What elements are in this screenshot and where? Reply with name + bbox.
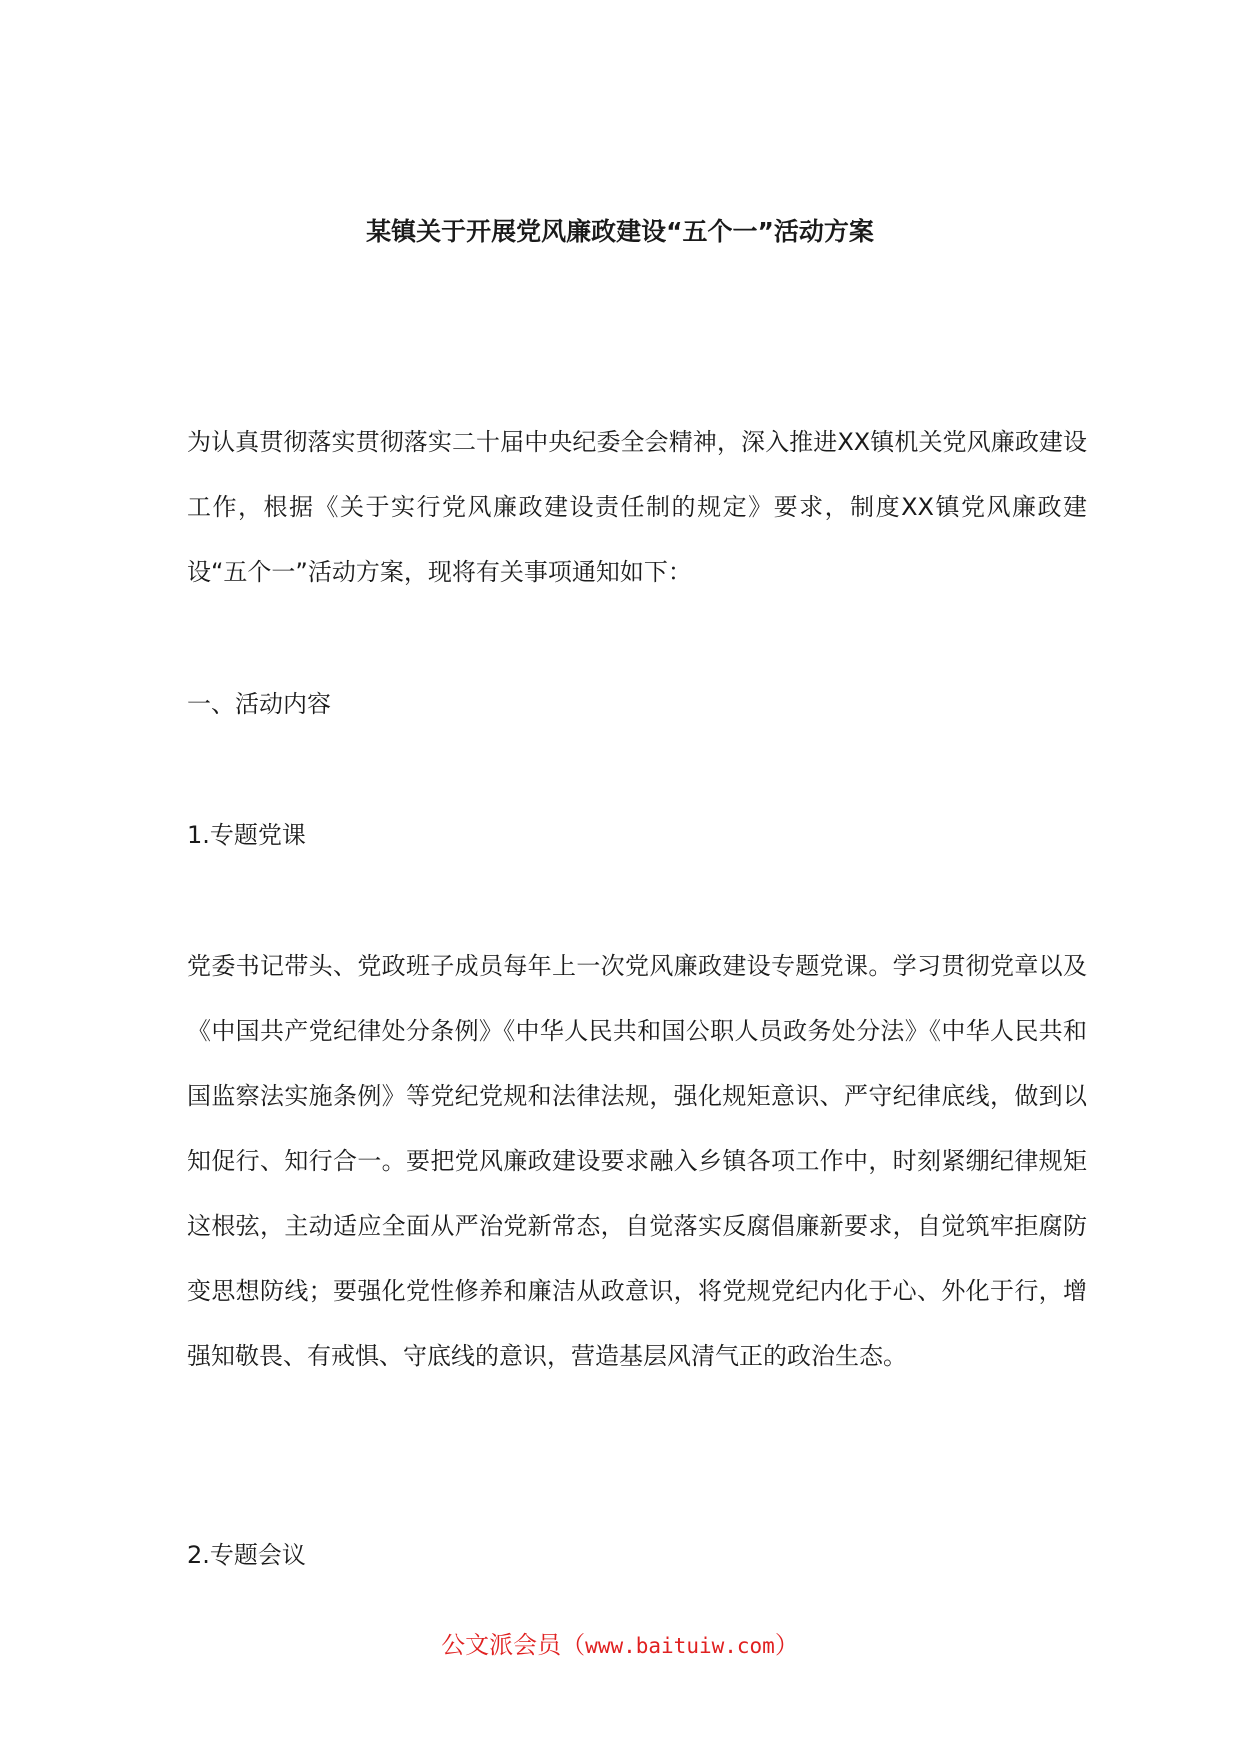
subsection-heading-party-lecture: 1.专题党课 [187,821,306,849]
footer-watermark [0,1625,1240,1666]
section-heading-activity-content: 一、活动内容 [187,690,331,718]
footer-close-paren: ） [774,1631,799,1659]
footer-open-paren: （ [561,1631,586,1659]
subsection-heading-special-meeting: 2.专题会议 [187,1541,306,1569]
document-title: 某镇关于开展党风廉政建设“五个一”活动方案 [366,217,874,246]
party-lecture-paragraph: 党委书记带头、党政班子成员每年上一次党风廉政建设专题党课。学习贯彻党章以及《中国共产党纪律处分条例》《中华人民共和国公职人员政务处分法》《中华人民共和国监察法实施条例》等党纪党规和法律法规，强化规矩意识、严守纪律底线，做到以知促行、知行合一。要把党风廉政建设要求融入乡镇各项工作中，时刻紧绷纪律规矩这根弦，主动适应全面从严治党新常态，自觉落实反腐倡廉新要求，自觉筑牢拒腐防变思想防线；要强化党性修养和廉洁从政意识，将党规党纪内化于心、外化于行，增强知敬畏、有戒惧、守底线的意识，营造基层风清气正的政治生态。 [187,952,1087,1370]
intro-paragraph: 为认真贯彻落实贯彻落实二十届中央纪委全会精神，深入推进XX镇机关党风廉政建设工作，根据《关于实行党风廉政建设责任制的规定》要求，制度XX镇党风廉政建设“五个一”活动方案，现将有关事项通知如下： [187,428,1087,586]
footer-label: 公文派会员 [441,1631,562,1659]
footer-url-link[interactable]: www.baituiw.com [585,1634,775,1658]
